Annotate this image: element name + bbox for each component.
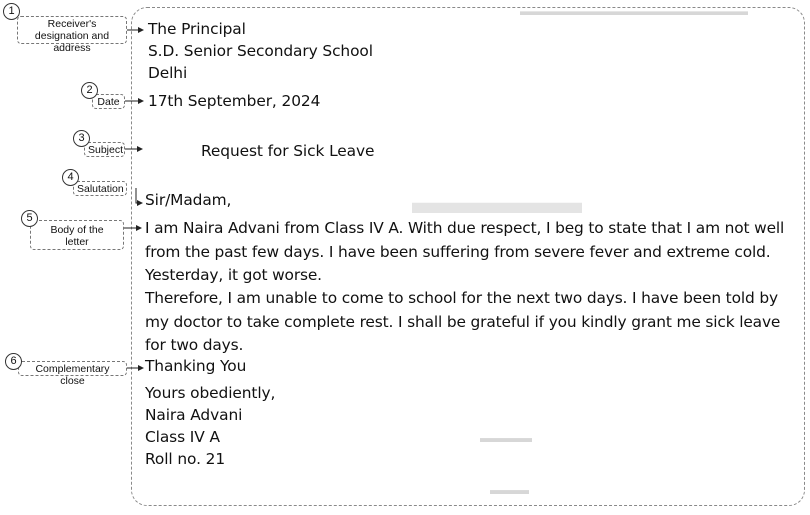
annotation-number-2: 2 <box>81 82 98 99</box>
sign-off: Yours obediently, <box>145 384 276 402</box>
annotation-number-4: 4 <box>62 169 79 186</box>
complementary-close: Thanking You <box>145 357 247 375</box>
letter-date: 17th September, 2024 <box>148 92 321 110</box>
annotation-number-3: 3 <box>73 130 90 147</box>
letter-salutation: Sir/Madam, <box>145 191 232 209</box>
annotation-number-1: 1 <box>3 3 20 20</box>
annotation-label-receiver: Receiver's designation and address <box>17 16 127 44</box>
letter-body-paragraph: I am Naira Advani from Class IV A. With due respect, I beg to state that I am not well from the past few days. I have been suffering from severe fever and extreme cold. Yesterday, it got worse. <box>145 219 785 284</box>
annotation-label-date: Date <box>92 94 125 109</box>
letter-body-paragraph: Therefore, I am unable to come to school for the next two days. I have been told by my doctor to take complete rest. I shall be grateful if you kindly grant me sick leave for two days. <box>145 289 781 354</box>
bleed-through-text: ▬▬▬▬ <box>480 430 532 445</box>
annotation-number-5: 5 <box>21 210 38 227</box>
sender-name: Naira Advani <box>145 406 243 424</box>
annotation-label-subject: Subject <box>84 142 125 157</box>
sender-roll-number: Roll no. 21 <box>145 450 226 468</box>
annotation-label-body: Body of the letter <box>30 220 124 250</box>
receiver-city: Delhi <box>148 64 188 82</box>
sender-class: Class IV A <box>145 428 220 446</box>
receiver-designation: The Principal <box>148 20 246 38</box>
receiver-school: S.D. Senior Secondary School <box>148 42 373 60</box>
bleed-through-text: ▬▬▬▬▬▬▬▬▬▬▬▬▬▬▬▬▬▬▬ <box>520 4 748 18</box>
annotation-number-6: 6 <box>5 353 22 370</box>
bleed-through-text: ▬▬▬ <box>490 482 529 497</box>
annotation-label-complementary-close: Complementary close <box>18 361 127 376</box>
bleed-through-text: ▬▬▬▬▬ <box>412 183 582 221</box>
annotation-label-salutation: Salutation <box>73 181 127 196</box>
letter-subject: Request for Sick Leave <box>201 142 375 160</box>
arrow-salutation <box>136 188 142 203</box>
